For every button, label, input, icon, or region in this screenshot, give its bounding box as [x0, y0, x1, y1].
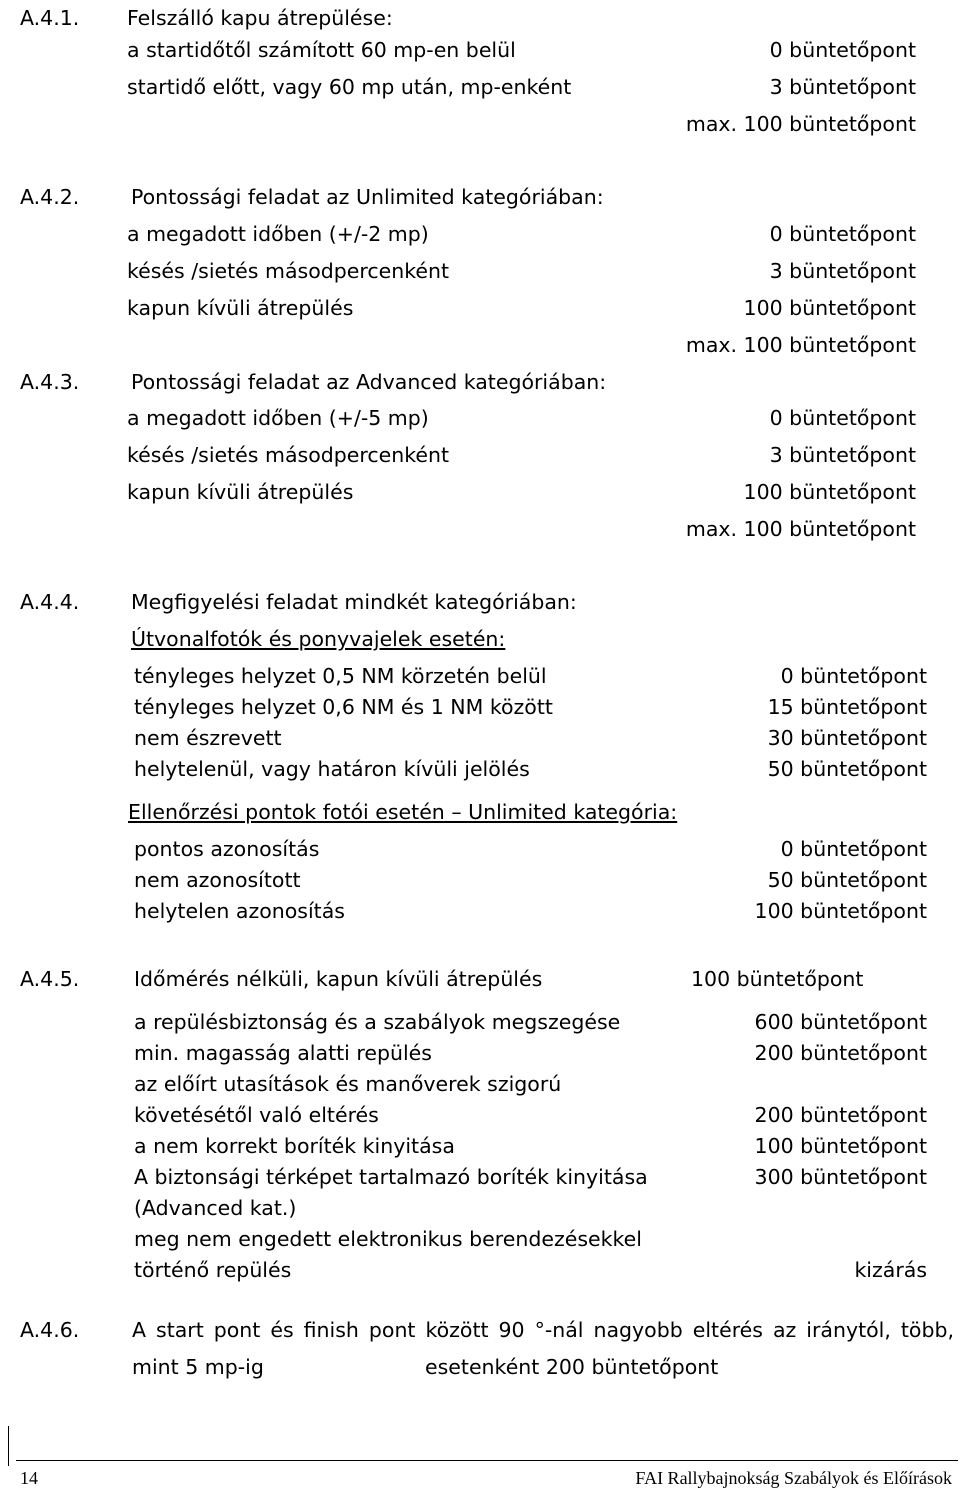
rule-value: max. 100 büntetőpont	[685, 333, 916, 357]
rule-label: követésétől való eltérés	[134, 1103, 379, 1127]
footer-vertical-rule	[8, 1426, 9, 1466]
rule-label: a startidőtől számított 60 mp-en belül	[127, 38, 516, 62]
rule-value: 200 büntetőpont	[754, 1103, 927, 1127]
rule-value: 100 büntetőpont	[743, 480, 916, 504]
paragraph-line: A start pont és finish pont között 90 °-nál nagyobb eltérés az iránytól, több,	[132, 1318, 954, 1342]
rule-label: tényleges helyzet 0,5 NM körzetén belül	[134, 664, 547, 688]
section-number: A.4.2.	[20, 185, 80, 209]
footer-rule	[16, 1460, 958, 1461]
rule-label: meg nem engedett elektronikus berendezésekkel	[134, 1227, 642, 1251]
rule-label: tényleges helyzet 0,6 NM és 1 NM között	[134, 695, 553, 719]
rule-label: történő repülés	[134, 1258, 292, 1282]
rule-label: helytelenül, vagy határon kívüli jelölés	[134, 757, 530, 781]
rule-label: A biztonsági térképet tartalmazó boríték kinyitása	[134, 1165, 648, 1189]
section-title: Időmérés nélküli, kapun kívüli átrepülés	[134, 967, 543, 991]
rule-label: nem észrevett	[134, 726, 282, 750]
rule-label: a megadott időben (+/-5 mp)	[127, 406, 429, 430]
section-title: Megfigyelési feladat mindkét kategóriában:	[131, 590, 577, 614]
rule-value: 50 büntetőpont	[767, 757, 927, 781]
section-title: Pontossági feladat az Unlimited kategóriában:	[131, 185, 604, 209]
page-number: 14	[20, 1468, 38, 1488]
rule-label: pontos azonosítás	[134, 837, 320, 861]
rule-value: 600 büntetőpont	[754, 1010, 927, 1034]
rule-label: kapun kívüli átrepülés	[127, 480, 354, 504]
section-number: A.4.6.	[20, 1318, 80, 1342]
section-title: Felszálló kapu átrepülése:	[127, 6, 393, 30]
rule-value: 0 büntetőpont	[780, 837, 927, 861]
rule-label: a repülésbiztonság és a szabályok megszegése	[134, 1010, 621, 1034]
rule-value: max. 100 büntetőpont	[685, 517, 916, 541]
rule-value: 0 büntetőpont	[780, 664, 927, 688]
rule-value: 0 büntetőpont	[769, 222, 916, 246]
rule-value: max. 100 büntetőpont	[685, 112, 916, 136]
rule-value: 15 büntetőpont	[767, 695, 927, 719]
subsection-heading: Útvonalfotók és ponyvajelek esetén:	[131, 627, 506, 651]
rule-value: 100 büntetőpont	[743, 296, 916, 320]
rule-value: 100 büntetőpont	[754, 1134, 927, 1158]
paragraph-line: mint 5 mp-ig	[132, 1355, 264, 1379]
rule-value: 3 büntetőpont	[769, 259, 916, 283]
rule-value: 200 büntetőpont	[754, 1041, 927, 1065]
rule-label: nem azonosított	[134, 868, 301, 892]
section-number: A.4.3.	[20, 370, 80, 394]
section-title-value: 100 büntetőpont	[691, 967, 864, 991]
rule-value: 50 büntetőpont	[767, 868, 927, 892]
rule-label: a megadott időben (+/-2 mp)	[127, 222, 429, 246]
rule-label: (Advanced kat.)	[134, 1196, 297, 1220]
rule-label: az előírt utasítások és manőverek szigorú	[134, 1072, 562, 1096]
rule-value: 3 büntetőpont	[769, 443, 916, 467]
rule-label: kapun kívüli átrepülés	[127, 296, 354, 320]
rule-label: startidő előtt, vagy 60 mp után, mp-enként	[127, 75, 572, 99]
rule-value: 300 büntetőpont	[754, 1165, 927, 1189]
rule-value: 0 büntetőpont	[769, 38, 916, 62]
section-number: A.4.1.	[20, 6, 80, 30]
subsection-heading: Ellenőrzési pontok fotói esetén – Unlimited kategória:	[128, 800, 678, 824]
section-title: Pontossági feladat az Advanced kategóriában:	[131, 370, 607, 394]
rule-value: 3 büntetőpont	[769, 75, 916, 99]
rule-label: helytelen azonosítás	[134, 899, 345, 923]
section-number: A.4.4.	[20, 590, 80, 614]
rule-value: 0 büntetőpont	[769, 406, 916, 430]
rule-label: késés /sietés másodpercenként	[127, 259, 450, 283]
rule-label: min. magasság alatti repülés	[134, 1041, 432, 1065]
rule-label: a nem korrekt boríték kinyitása	[134, 1134, 455, 1158]
rule-value: 100 büntetőpont	[754, 899, 927, 923]
footer-title: FAI Rallybajnokság Szabályok és Előírások	[635, 1468, 952, 1488]
rule-value: kizárás	[854, 1258, 927, 1282]
section-number: A.4.5.	[20, 967, 80, 991]
rule-label: késés /sietés másodpercenként	[127, 443, 450, 467]
rule-value: 30 büntetőpont	[767, 726, 927, 750]
paragraph-line: esetenként 200 büntetőpont	[425, 1355, 719, 1379]
